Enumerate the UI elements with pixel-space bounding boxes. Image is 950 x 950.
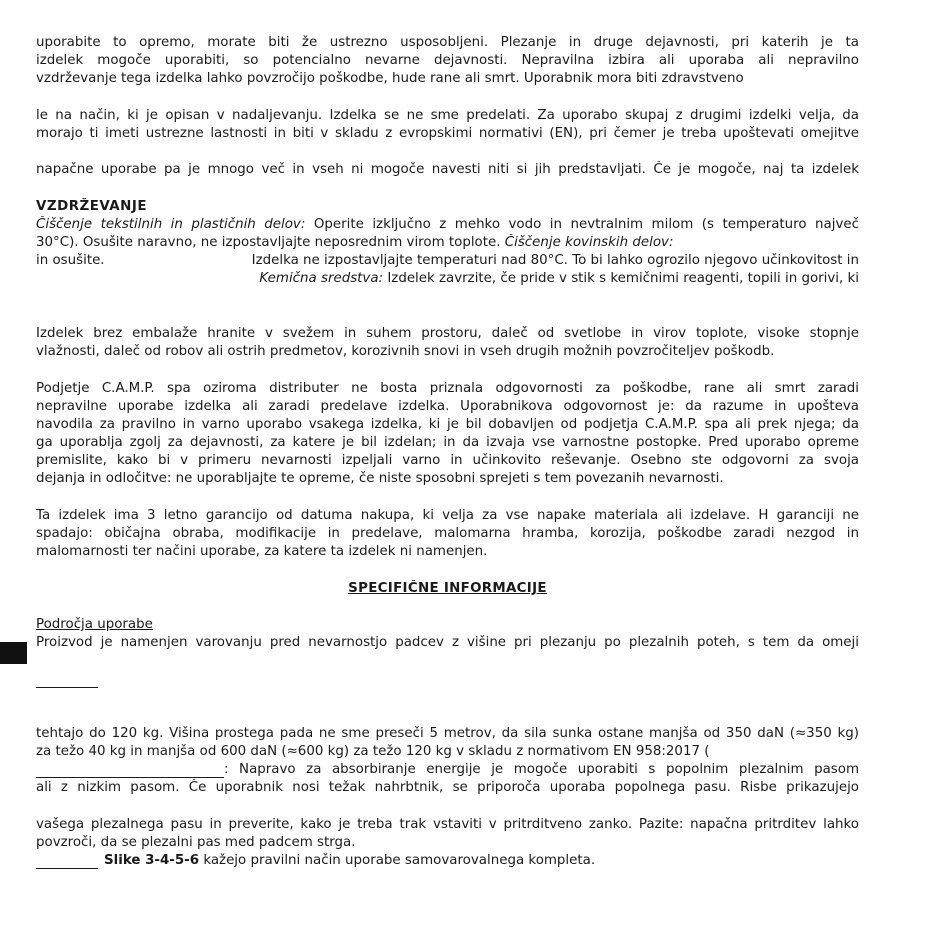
text-line: premislite, kako bi v primeru nevarnosti izpeljali varno in učinkovito reševanje. Osebno ste odgovorni za svoja [36,453,859,468]
text-line: ga uporablja zgolj za dejavnosti, za katere je bil izdelan; in da izvaja vse varnostne postopke. Pred uporabo opreme [36,435,859,450]
text-line: spadajo: običajna obraba, modifikacije in predelave, malomarna hramba, korozija, poškodbe zaradi nezgod in [36,526,859,541]
text-line [104,852,859,870]
text-line: Izdelka ne izpostavljajte temperaturi nad 80°C. To bi lahko ogrozilo njegovo učinkovitost in [251,253,859,268]
text-line [36,216,859,234]
blank-rule [36,868,98,869]
text-line: le na način, ki je opisan v nadaljevanju. Izdelka se ne sme predelati. Za uporabo skupaj z drugimi izdelki velja, da [36,108,859,123]
text-line: povzroči, da se plezalni pas med padcem strga. [36,835,356,850]
text-line [100,270,859,288]
text-line: nepravilne uporabe izdelka ali zaradi predelave izdelka. Uporabnikova odgovornost je: da razume in upošteva [36,399,859,414]
italic-term: Čiščenje kovinskih delov: [504,235,674,250]
text-line: in osušite. [36,253,105,268]
text-line: Podjetje C.A.M.P. spa oziroma distributer ne bosta priznala odgovornosti za poškodbe, rane ali smrt zaradi [36,381,859,396]
text-line: navodila za pravilno in varno uporabo vsakega izdelka, ki je bil dobavljen od podjetja C.A.M.P. spa ali prek njega; da [36,417,859,432]
text-line: uporabite to opremo, morate biti že ustrezno usposobljeni. Plezanje in druge dejavnosti, pri katerih je ta [36,35,859,50]
section-heading-maintenance: VZDRŽEVANJE [36,199,148,214]
text-line: malomarnosti ter načini uporabe, za katere ta izdelek ni namenjen. [36,544,488,559]
text-line: Izdelek brez embalaže hranite v svežem in suhem prostoru, daleč od svetlobe in virov toplote, visoke stopnje [36,326,859,341]
text-line: vašega plezalnega pasu in preverite, kako je treba trak vstaviti v pritrditveno zanko. Pazite: napačna pritrditev lahko [36,817,859,832]
section-heading-specific: SPECIFIČNE INFORMACIJE [348,581,547,596]
figure-reference: Slike 3-4-5-6 [104,853,200,868]
text-line: izdelek mogoče uporabiti, so potencialno nevarne dejavnosti. Nepravilna izbira ali uporaba ali nepravilno [36,53,859,68]
blank-rule [36,687,98,688]
text-run: kažejo pravilni način uporabe samovarovalnega kompleta. [199,853,596,868]
italic-term: Kemična sredstva: [259,271,384,286]
text-line: vlažnosti, daleč od robov ali ostrih predmetov, korozivnih snovi in vseh drugih možnih povzročiteljev poškodb. [36,344,775,359]
text-line: : Napravo za absorbiranje energije je mogoče uporabiti s popolnim plezalnim pasom [224,762,859,777]
text-line: tehtajo do 120 kg. Višina prostega pada ne sme preseči 5 metrov, da sila sunka ostane manjša od 350 daN (≈350 kg) [36,726,859,741]
text-line: vzdrževanje tega izdelka lahko povzročijo poškodbe, hude rane ali smrt. Uporabnik mora biti zdravstveno [36,71,744,86]
text-line: morajo ti imeti ustrezne lastnosti in biti v skladu z evropskimi normativi (EN), pri čemer je treba upoštevati omejitve [36,126,859,141]
text-line: za težo 40 kg in manjša od 600 daN (≈600 kg) za težo 120 kg v skladu z normativom EN 958:2017 ( [36,744,710,759]
text-run: Izdelek zavrzite, če pride v stik s kemičnimi reagenti, topili in gorivi, ki [383,271,859,286]
text-line: Ta izdelek ima 3 letno garancijo od datuma nakupa, ki velja za vse napake materiala ali izdelave. H garanciji ne [36,508,859,523]
italic-term: Čiščenje tekstilnih in plastičnih delov: [36,217,306,232]
text-line: ali z nizkim pasom. Če uporabnik nosi težak nahrbtnik, se priporoča uporaba popolnega pasu. Risbe prikazujejo [36,780,859,795]
text-run: 30°C). Osušite naravno, ne izpostavljajte neposrednim virom toplote. [36,235,501,250]
text-run: Operite izključno z mehko vodo in nevtralnim milom (s temperaturo največ [305,217,859,232]
text-line: napačne uporabe pa je mnogo več in vseh ni mogoče navesti niti si jih predstavljati. Če je mogoče, naj ta izdelek [36,162,859,177]
subsection-heading-scope: Področja uporabe [36,617,153,632]
text-line [36,234,859,252]
side-tab-marker [0,642,27,664]
text-line: Proizvod je namenjen varovanju pred nevarnostjo padcev z višine pri plezanju po plezalnih poteh, s tem da omeji [36,635,859,650]
text-line: dejanja in odločitve: ne uporabljajte te opreme, če niste sposobni sprejeti s tem povezanih nevarnosti. [36,471,724,486]
blank-rule [36,777,224,778]
